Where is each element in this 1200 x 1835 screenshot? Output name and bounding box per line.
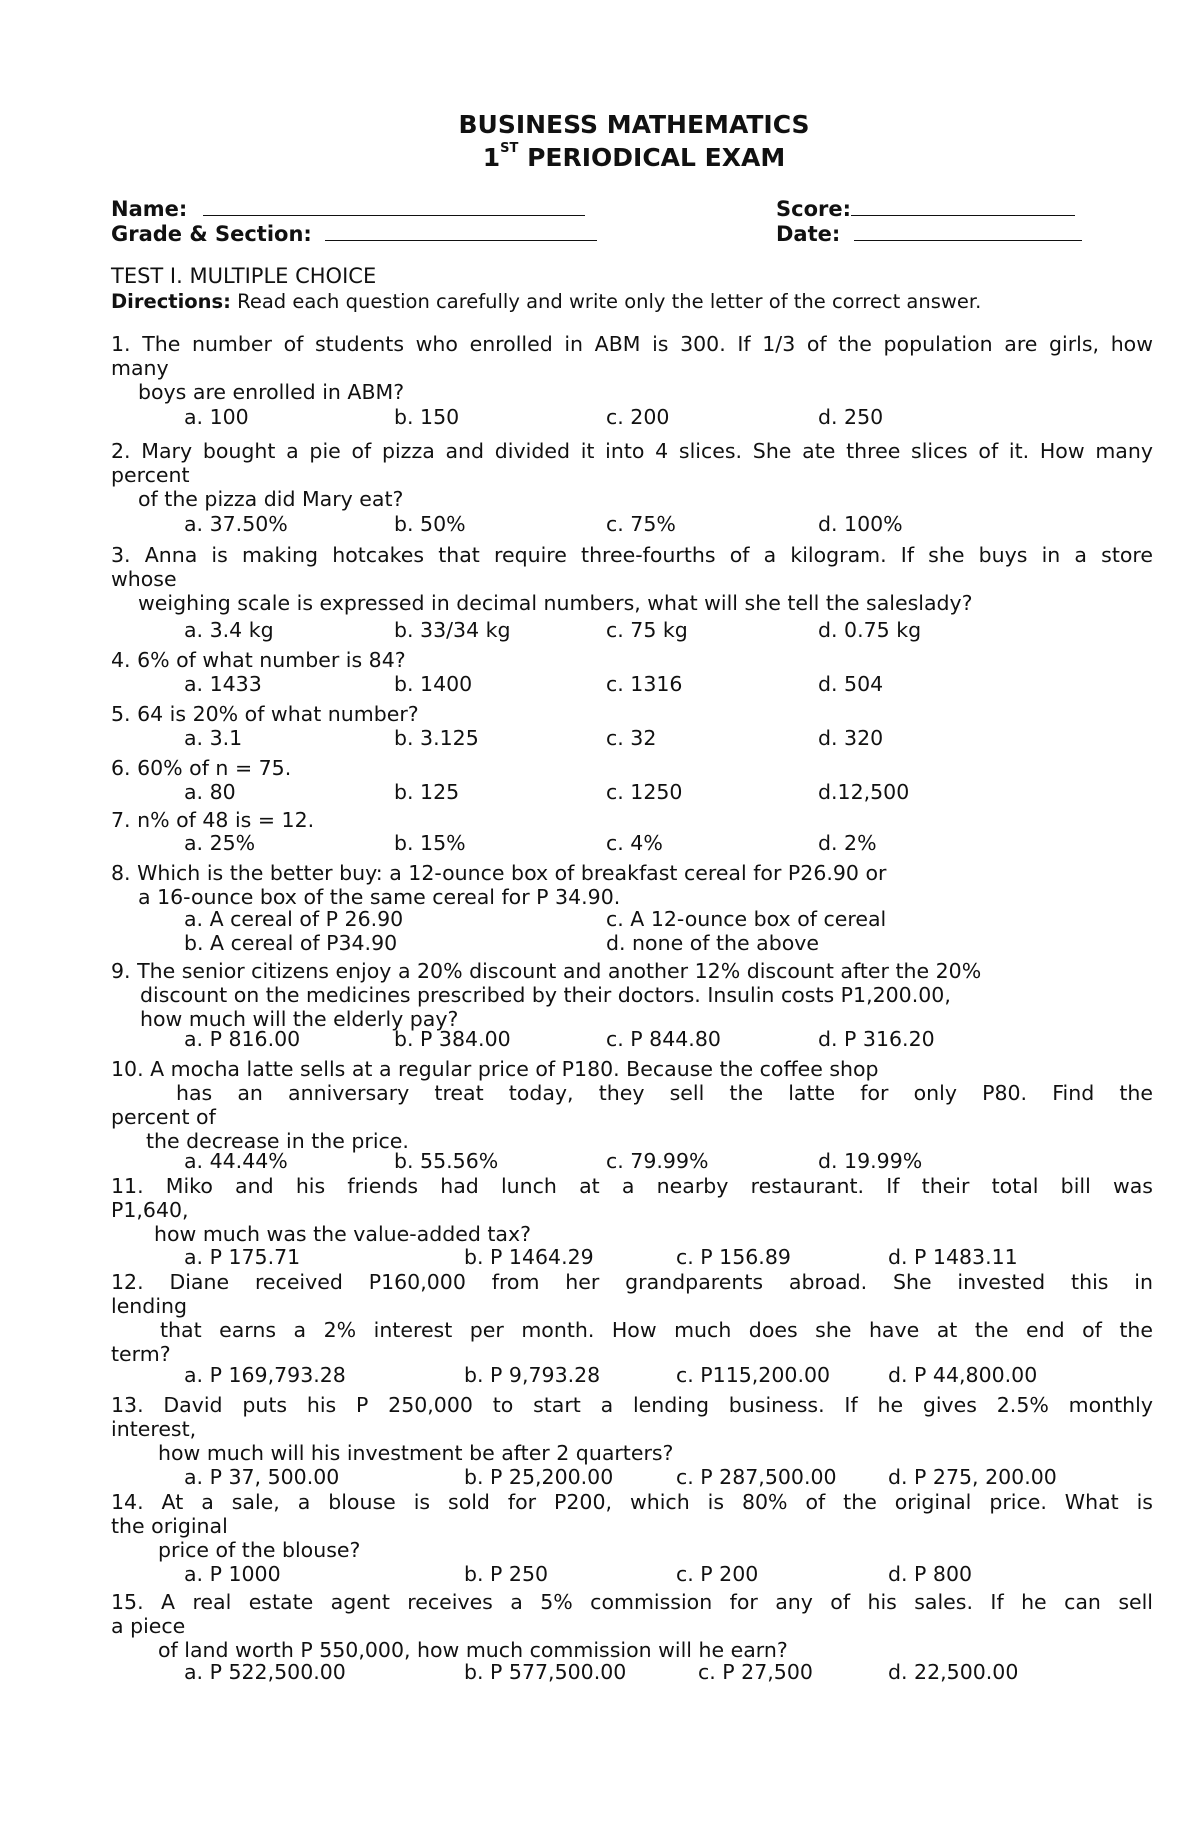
directions <box>111 290 981 313</box>
question-6-option: b. 125 <box>394 780 460 804</box>
question-12-option: d. P 44,800.00 <box>888 1363 1038 1387</box>
question-1-line: 1. The number of students who enrolled in ABM is 300. If 1/3 of the population are girls, how <box>111 332 1153 356</box>
question-7-line: 7. n% of 48 is = 12. <box>111 808 315 832</box>
question-15-line: a piece <box>111 1614 186 1638</box>
score-blank[interactable] <box>851 197 1075 216</box>
question-15-line: 15. A real estate agent receives a 5% commission for any of his sales. If he can sell <box>111 1590 1153 1614</box>
subtitle-text: PERIODICAL EXAM <box>518 143 786 172</box>
exam-subtitle <box>0 143 1200 172</box>
question-1-option: b. 150 <box>394 405 460 429</box>
question-9-option: c. P 844.80 <box>606 1027 721 1051</box>
question-15-option: b. P 577,500.00 <box>464 1660 627 1684</box>
question-2-line: 2. Mary bought a pie of pizza and divided it into 4 slices. She ate three slices of it. How many <box>111 439 1153 463</box>
question-1-line: many <box>111 356 169 380</box>
question-3-option: c. 75 kg <box>606 618 688 642</box>
question-4-option: c. 1316 <box>606 672 683 696</box>
question-15-option: a. P 522,500.00 <box>184 1660 346 1684</box>
question-11-line: P1,640, <box>111 1198 189 1222</box>
question-9-option: a. P 816.00 <box>184 1027 301 1051</box>
question-13-line: how much will his investment be after 2 quarters? <box>158 1441 674 1465</box>
grade-section-blank[interactable] <box>325 222 597 241</box>
test-heading: TEST I. MULTIPLE CHOICE <box>111 264 377 288</box>
question-9-option: b. P 384.00 <box>394 1027 511 1051</box>
question-9-line: how much will the elderly pay? <box>140 1007 459 1031</box>
date-field <box>776 222 1082 246</box>
date-label: Date: <box>776 222 841 246</box>
question-12-line: term? <box>111 1342 171 1366</box>
question-3-line: weighing scale is expressed in decimal numbers, what will she tell the saleslady? <box>138 591 973 615</box>
grade-section-field <box>111 222 597 246</box>
question-13-option: b. P 25,200.00 <box>464 1465 614 1489</box>
question-7-option: a. 25% <box>184 831 256 855</box>
directions-label: Directions: <box>111 290 231 313</box>
question-8-option: b. A cereal of P34.90 <box>184 931 398 955</box>
question-12-line: 12. Diane received P160,000 from her grandparents abroad. She invested this in <box>111 1270 1153 1294</box>
question-5-option: a. 3.1 <box>184 726 243 750</box>
question-1-line: boys are enrolled in ABM? <box>138 380 405 404</box>
question-11-option: a. P 175.71 <box>184 1245 301 1269</box>
question-10-option: b. 55.56% <box>394 1149 499 1173</box>
question-3-option: b. 33/34 kg <box>394 618 511 642</box>
question-12-option: c. P115,200.00 <box>676 1363 831 1387</box>
question-9-line: discount on the medicines prescribed by their doctors. Insulin costs P1,200.00, <box>140 983 951 1007</box>
name-blank[interactable] <box>203 197 585 216</box>
question-12-line: that earns a 2% interest per month. How much does she have at the end of the <box>160 1318 1153 1342</box>
question-11-line: 11. Miko and his friends had lunch at a nearby restaurant. If their total bill was <box>111 1174 1153 1198</box>
question-4-line: 4. 6% of what number is 84? <box>111 648 406 672</box>
question-2-line: percent <box>111 463 190 487</box>
question-13-option: d. P 275, 200.00 <box>888 1465 1057 1489</box>
question-10-line: the decrease in the price. <box>146 1129 409 1153</box>
question-3-line: whose <box>111 567 177 591</box>
grade-section-label: Grade & Section: <box>111 222 312 246</box>
question-14-line: 14. At a sale, a blouse is sold for P200, which is 80% of the original price. What is <box>111 1490 1153 1514</box>
question-4-option: a. 1433 <box>184 672 262 696</box>
question-9-option: d. P 316.20 <box>818 1027 935 1051</box>
question-6-option: d.12,500 <box>818 780 910 804</box>
question-14-option: d. P 800 <box>888 1562 973 1586</box>
question-5-option: b. 3.125 <box>394 726 479 750</box>
question-15-option: c. P 27,500 <box>698 1660 813 1684</box>
question-10-line: has an anniversary treat today, they sell the latte for only P80. Find the <box>176 1081 1153 1105</box>
question-11-option: b. P 1464.29 <box>464 1245 594 1269</box>
date-blank[interactable] <box>854 222 1082 241</box>
question-11-option: d. P 1483.11 <box>888 1245 1018 1269</box>
question-14-line: the original <box>111 1514 228 1538</box>
question-1-option: c. 200 <box>606 405 670 429</box>
question-13-line: interest, <box>111 1417 197 1441</box>
question-8-option: a. A cereal of P 26.90 <box>184 907 404 931</box>
score-field <box>776 197 1075 221</box>
question-3-option: a. 3.4 kg <box>184 618 274 642</box>
question-8-line: 8. Which is the better buy: a 12-ounce box of breakfast cereal for P26.90 or <box>111 861 887 885</box>
question-14-option: c. P 200 <box>676 1562 759 1586</box>
question-10-line: 10. A mocha latte sells at a regular price of P180. Because the coffee shop <box>111 1057 879 1081</box>
question-2-option: c. 75% <box>606 512 676 536</box>
question-2-option: b. 50% <box>394 512 466 536</box>
question-8-option: d. none of the above <box>606 931 819 955</box>
question-14-line: price of the blouse? <box>158 1538 361 1562</box>
question-2-line: of the pizza did Mary eat? <box>138 487 404 511</box>
question-6-option: c. 1250 <box>606 780 683 804</box>
question-15-line: of land worth P 550,000, how much commission will he earn? <box>158 1638 788 1662</box>
question-6-line: 6. 60% of n = 75. <box>111 756 292 780</box>
question-13-line: 13. David puts his P 250,000 to start a lending business. If he gives 2.5% monthly <box>111 1393 1153 1417</box>
question-1-option: d. 250 <box>818 405 884 429</box>
question-12-option: b. P 9,793.28 <box>464 1363 601 1387</box>
question-14-option: b. P 250 <box>464 1562 549 1586</box>
question-7-option: d. 2% <box>818 831 877 855</box>
question-10-option: c. 79.99% <box>606 1149 709 1173</box>
question-2-option: a. 37.50% <box>184 512 288 536</box>
subtitle-ordinal: ST <box>500 141 519 156</box>
question-5-option: d. 320 <box>818 726 884 750</box>
score-label: Score: <box>776 197 851 221</box>
question-12-line: lending <box>111 1294 188 1318</box>
question-4-option: d. 504 <box>818 672 884 696</box>
question-3-line: 3. Anna is making hotcakes that require three-fourths of a kilogram. If she buys in a store <box>111 543 1153 567</box>
question-12-option: a. P 169,793.28 <box>184 1363 346 1387</box>
question-9-line: 9. The senior citizens enjoy a 20% discount and another 12% discount after the 20% <box>111 959 982 983</box>
question-10-option: a. 44.44% <box>184 1149 288 1173</box>
question-6-option: a. 80 <box>184 780 236 804</box>
question-13-option: c. P 287,500.00 <box>676 1465 837 1489</box>
exam-title: BUSINESS MATHEMATICS <box>458 110 810 139</box>
question-7-option: c. 4% <box>606 831 663 855</box>
question-14-option: a. P 1000 <box>184 1562 281 1586</box>
question-8-option: c. A 12-ounce box of cereal <box>606 907 887 931</box>
name-label: Name: <box>111 197 188 221</box>
name-field <box>111 197 585 221</box>
question-2-option: d. 100% <box>818 512 903 536</box>
question-1-option: a. 100 <box>184 405 249 429</box>
question-8-line: a 16-ounce box of the same cereal for P 34.90. <box>138 885 621 909</box>
question-4-option: b. 1400 <box>394 672 473 696</box>
question-3-option: d. 0.75 kg <box>818 618 922 642</box>
question-5-option: c. 32 <box>606 726 657 750</box>
question-10-option: d. 19.99% <box>818 1149 923 1173</box>
question-13-option: a. P 37, 500.00 <box>184 1465 340 1489</box>
question-7-option: b. 15% <box>394 831 466 855</box>
question-15-option: d. 22,500.00 <box>888 1660 1019 1684</box>
question-10-line: percent of <box>111 1105 216 1129</box>
subtitle-number: 1 <box>482 143 501 172</box>
question-5-line: 5. 64 is 20% of what number? <box>111 702 419 726</box>
question-11-line: how much was the value-added tax? <box>154 1222 531 1246</box>
directions-text: Read each question carefully and write only the letter of the correct answer. <box>230 290 982 313</box>
question-11-option: c. P 156.89 <box>676 1245 791 1269</box>
